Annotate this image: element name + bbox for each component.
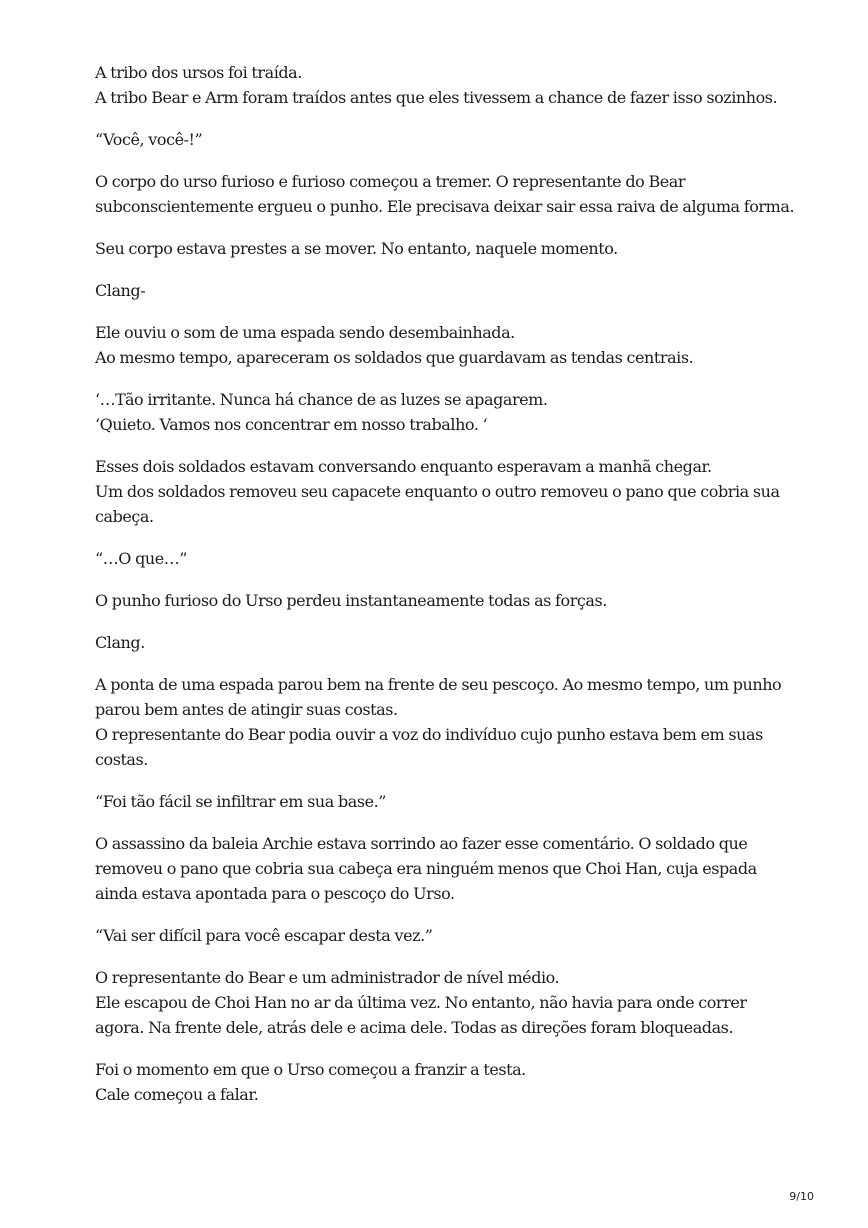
text-line: A ponta de uma espada parou bem na frente de seu pescoço. Ao mesmo tempo, um punho parou bem antes de atingir suas costas. [95, 675, 786, 719]
paragraph [95, 1057, 795, 1107]
text-line: Cale começou a falar. [95, 1085, 259, 1104]
text-line: “Vai ser difícil para você escapar desta vez.” [95, 926, 433, 945]
text-line: Ao mesmo tempo, apareceram os soldados que guardavam as tendas centrais. [95, 348, 694, 367]
text-line: O assassino da baleia Archie estava sorrindo ao fazer esse comentário. O soldado que removeu o pano que cobria sua cabeça era ninguém menos que Choi Han, cuja espada ainda estava apontada para o pescoço do Urso. [95, 834, 761, 903]
text-line: Esses dois soldados estavam conversando enquanto esperavam a manhã chegar. [95, 457, 712, 476]
text-line: ‘Quieto. Vamos nos concentrar em nosso trabalho. ‘ [95, 415, 488, 434]
text-line: O corpo do urso furioso e furioso começou a tremer. O representante do Bear subconscientemente ergueu o punho. Ele precisava deixar sair essa raiva de alguma forma. [95, 172, 795, 216]
text-line: Clang- [95, 281, 146, 300]
paragraph [95, 546, 795, 571]
paragraph [95, 127, 795, 152]
paragraph [95, 236, 795, 261]
text-line: Clang. [95, 633, 145, 652]
paragraph [95, 923, 795, 948]
paragraph [95, 630, 795, 655]
paragraph [95, 831, 795, 906]
text-line: “…O que…” [95, 549, 188, 568]
paragraph [95, 789, 795, 814]
paragraph [95, 60, 795, 110]
text-line: Ele ouviu o som de uma espada sendo desembainhada. [95, 323, 515, 342]
paragraph [95, 387, 795, 437]
text-line: O representante do Bear podia ouvir a voz do indivíduo cujo punho estava bem em suas costas. [95, 725, 767, 769]
text-line: Ele escapou de Choi Han no ar da última vez. No entanto, não havia para onde correr agora. Na frente dele, atrás dele e acima dele. Todas as direções foram bloqueadas. [95, 993, 751, 1037]
text-line: O representante do Bear e um administrador de nível médio. [95, 968, 560, 987]
text-line: O punho furioso do Urso perdeu instantaneamente todas as forças. [95, 591, 607, 610]
paragraph [95, 588, 795, 613]
paragraph [95, 169, 795, 219]
text-line: “Foi tão fácil se infiltrar em sua base.” [95, 792, 387, 811]
text-line: “Você, você-!” [95, 130, 203, 149]
page-number: 9/10 [789, 1190, 814, 1203]
paragraph [95, 672, 795, 772]
text-line: Um dos soldados removeu seu capacete enquanto o outro removeu o pano que cobria sua cabeça. [95, 482, 784, 526]
text-line: Seu corpo estava prestes a se mover. No entanto, naquele momento. [95, 239, 618, 258]
text-line: Foi o momento em que o Urso começou a franzir a testa. [95, 1060, 526, 1079]
paragraph [95, 965, 795, 1040]
paragraph [95, 454, 795, 529]
text-line: A tribo Bear e Arm foram traídos antes que eles tivessem a chance de fazer isso sozinhos. [95, 88, 778, 107]
paragraph [95, 278, 795, 303]
text-line: A tribo dos ursos foi traída. [95, 63, 302, 82]
paragraph [95, 320, 795, 370]
document-body [95, 60, 795, 1124]
text-line: ‘…Tão irritante. Nunca há chance de as luzes se apagarem. [95, 390, 548, 409]
